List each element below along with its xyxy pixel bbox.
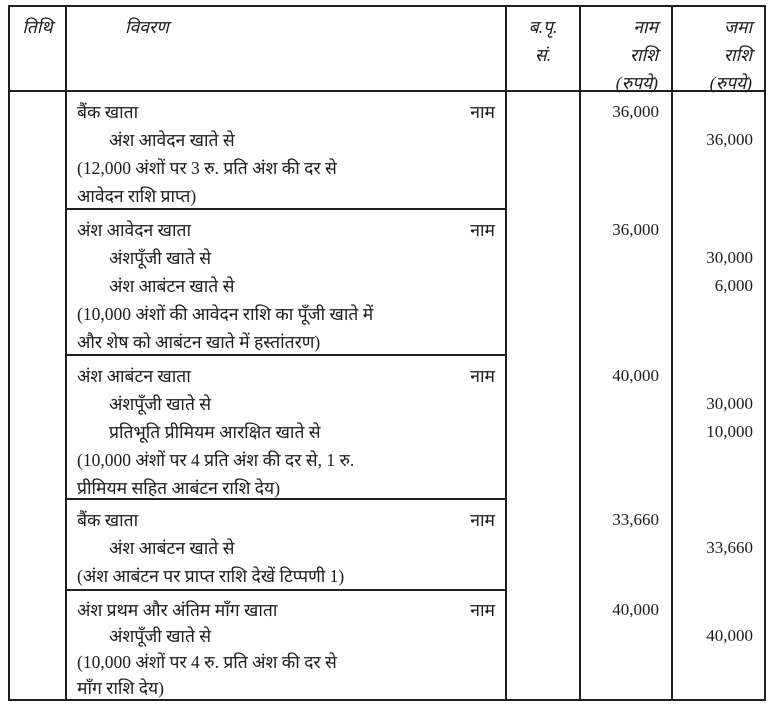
- entry-credit-line: अंशपूँजी खाते से: [109, 626, 212, 646]
- table-body: [10, 92, 764, 699]
- journal-entry: [67, 500, 505, 591]
- entry-narration-line: (10,000 अंशों की आवेदन राशि का पूँजी खाते में: [77, 304, 374, 324]
- header-particulars: [67, 7, 507, 90]
- entry-main-line: [67, 362, 505, 390]
- debit-amount: 33,660: [612, 510, 659, 529]
- debit-account-name: बैंक खाता: [77, 102, 139, 122]
- particulars-column: [67, 92, 507, 699]
- credit-amount: [673, 506, 753, 534]
- dr-indicator: नाम: [470, 102, 495, 122]
- date-column: [10, 92, 67, 699]
- credit-amount: 33,660: [706, 538, 753, 557]
- dr-indicator: नाम: [470, 220, 495, 240]
- entry-narration-line: (10,000 अंशों पर 4 प्रति अंश की दर से, 1 रु.: [77, 450, 355, 470]
- entry-credit-line: अंश आबंटन खाते से: [109, 538, 235, 558]
- header-credit-line3: (रुपये): [709, 73, 752, 93]
- debit-amount: 40,000: [612, 366, 659, 385]
- credit-amount: [673, 597, 753, 623]
- credit-amount: 30,000: [706, 248, 753, 267]
- header-debit-line2: राशि: [629, 45, 658, 65]
- entry-credit-line: अंश आबंटन खाते से: [109, 276, 235, 296]
- journal-entry: [67, 591, 505, 699]
- entry-narration-line: (12,000 अंशों पर 3 रु. प्रति अंश की दर से: [77, 158, 337, 178]
- header-particulars-label: विवरण: [125, 17, 169, 37]
- header-debit-line3: (रुपये): [615, 73, 658, 93]
- dr-indicator: नाम: [470, 510, 495, 530]
- header-folio-line1: ब.पृ.: [528, 17, 558, 37]
- header-credit-line1: जमा: [724, 17, 752, 37]
- journal-entry: [67, 356, 505, 500]
- debit-amount-cell: [581, 500, 671, 591]
- debit-amount-cell: [581, 92, 671, 210]
- entry-narration-line: (अंश आबंटन पर प्राप्त राशि देखें टिप्पणी 1): [77, 566, 345, 586]
- dr-indicator: नाम: [470, 600, 495, 620]
- entry-main-line: [67, 597, 505, 623]
- debit-amount-cell: [581, 210, 671, 356]
- entry-credit-line: अंश आवेदन खाते से: [109, 130, 235, 150]
- dr-indicator: नाम: [470, 366, 495, 386]
- journal-entry: [67, 92, 505, 210]
- credit-amount-cell: [673, 92, 764, 210]
- debit-amount-cell: [581, 591, 671, 699]
- header-date: [10, 7, 67, 90]
- entry-narration-line: प्रीमियम सहित आबंटन राशि देय): [77, 478, 281, 498]
- entry-narration-line: (10,000 अंशों पर 4 रु. प्रति अंश की दर से: [77, 652, 337, 672]
- credit-amount-column: [673, 92, 764, 699]
- credit-amount-cell: [673, 591, 764, 699]
- credit-amount-cell: [673, 210, 764, 356]
- debit-amount-column: [581, 92, 673, 699]
- folio-column: [507, 92, 581, 699]
- header-debit: [581, 7, 673, 93]
- entry-credit-line: अंशपूँजी खाते से: [109, 394, 212, 414]
- entry-credit-line: प्रतिभूति प्रीमियम आरक्षित खाते से: [109, 422, 321, 442]
- debit-account-name: अंश प्रथम और अंतिम माँग खाता: [77, 600, 278, 620]
- entry-narration-line: आवेदन राशि प्राप्त): [77, 186, 197, 206]
- credit-amount: 6,000: [714, 276, 753, 295]
- debit-account-name: अंश आबंटन खाता: [77, 366, 191, 386]
- credit-amount: [673, 98, 753, 126]
- header-folio-line2: सं.: [534, 45, 552, 65]
- debit-amount: 36,000: [612, 220, 659, 239]
- table-header-row: [10, 7, 764, 92]
- credit-amount: 36,000: [706, 130, 753, 149]
- journal-entry: [67, 210, 505, 356]
- entry-narration-line: और शेष को आबंटन खाते में हस्तांतरण): [77, 332, 321, 352]
- credit-amount: 30,000: [706, 394, 753, 413]
- credit-amount-cell: [673, 500, 764, 591]
- credit-amount: 10,000: [706, 422, 753, 441]
- debit-account-name: अंश आवेदन खाता: [77, 220, 191, 240]
- header-date-label: तिथि: [22, 17, 53, 37]
- credit-amount: [673, 362, 753, 390]
- header-debit-line1: नाम: [633, 17, 658, 37]
- credit-amount: 40,000: [706, 626, 753, 645]
- header-folio: [507, 7, 581, 90]
- credit-amount: [673, 216, 753, 244]
- debit-amount-cell: [581, 356, 671, 500]
- entry-main-line: [67, 506, 505, 534]
- debit-amount: 36,000: [612, 102, 659, 121]
- entry-narration-line: माँग राशि देय): [77, 678, 164, 698]
- debit-amount: 40,000: [612, 600, 659, 619]
- journal-table: [8, 5, 766, 701]
- entry-main-line: [67, 98, 505, 126]
- debit-account-name: बैंक खाता: [77, 510, 139, 530]
- header-credit-line2: राशि: [723, 45, 752, 65]
- entry-credit-line: अंशपूँजी खाते से: [109, 248, 212, 268]
- credit-amount-cell: [673, 356, 764, 500]
- entry-main-line: [67, 216, 505, 244]
- header-credit: [673, 7, 764, 93]
